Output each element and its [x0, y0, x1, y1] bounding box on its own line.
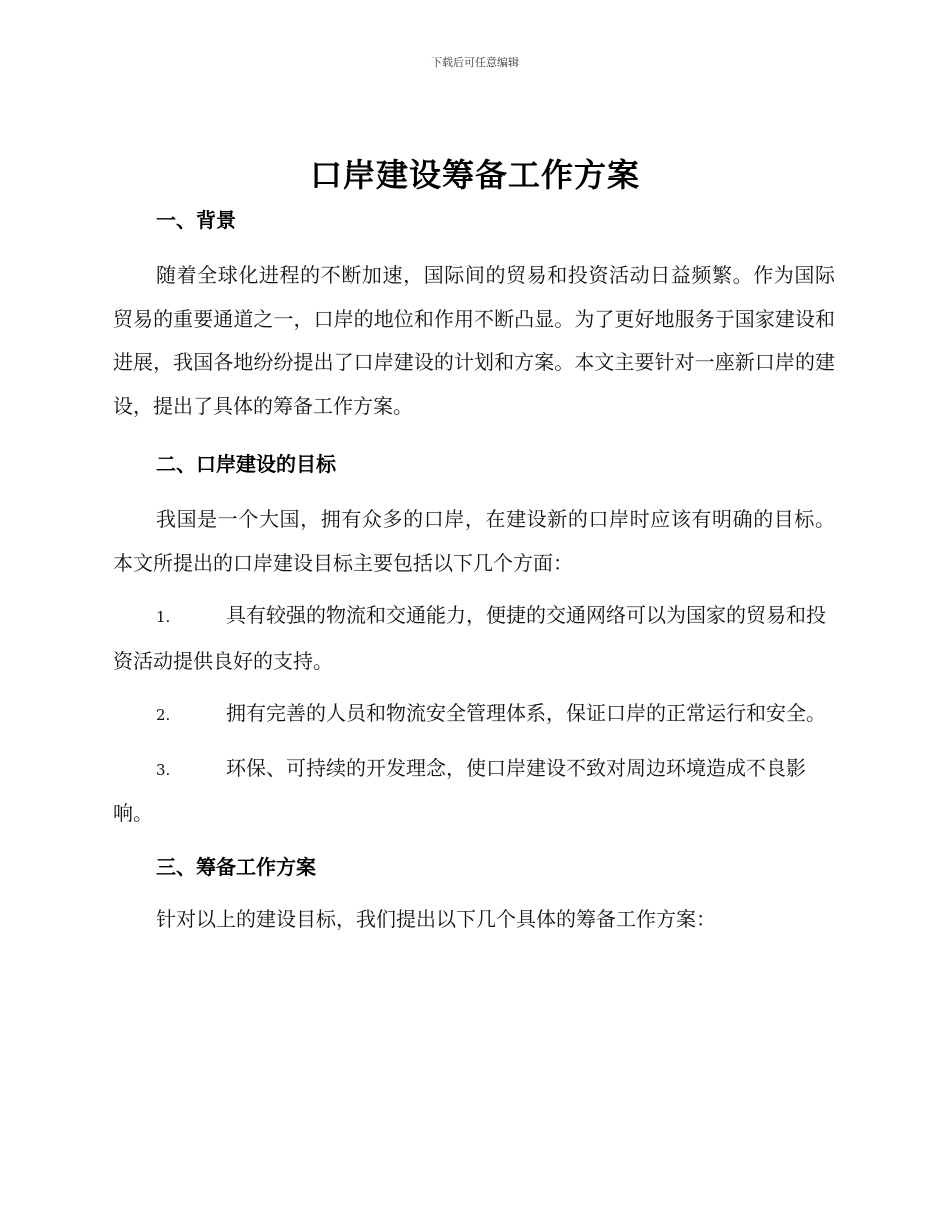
list-item-text: 具有较强的物流和交通能力，便捷的交通网络可以为国家的贸易和投资活动提供良好的支持。	[113, 603, 826, 673]
goal-list-item	[113, 594, 835, 683]
header-note: 下载后可任意编辑	[431, 56, 519, 69]
background-paragraph: 随着全球化进程的不断加速，国际间的贸易和投资活动日益频繁。作为国际贸易的重要通道之一，口岸的地位和作用不断凸显。为了更好地服务于国家建设和进展，我国各地纷纷提出了口岸建设的计划和方案。本文主要针对一座新口岸的建设，提出了具体的筹备工作方案。	[113, 263, 835, 418]
goals-paragraph: 我国是一个大国，拥有众多的口岸，在建设新的口岸时应该有明确的目标。本文所提出的口岸建设目标主要包括以下几个方面：	[113, 507, 835, 575]
list-item-number: 1.	[156, 608, 171, 626]
goal-list-item	[113, 692, 835, 738]
document-title: 口岸建设筹备工作方案	[309, 156, 640, 194]
goal-list-item	[113, 747, 835, 836]
list-item-text: 环保、可持续的开发理念，使口岸建设不致对周边环境造成不良影响。	[113, 755, 806, 825]
section-heading-goals: 二、口岸建设的目标	[156, 452, 336, 476]
plan-paragraph: 针对以上的建设目标，我们提出以下几个具体的筹备工作方案：	[156, 906, 716, 931]
list-item-number: 2.	[156, 706, 171, 724]
section-heading-plan: 三、筹备工作方案	[156, 854, 316, 879]
list-item-number: 3.	[156, 760, 171, 779]
section-heading-background: 一、背景	[156, 208, 236, 232]
document-body	[113, 204, 835, 941]
list-item-text: 拥有完善的人员和物流安全管理体系，保证口岸的正常运行和安全。	[226, 701, 826, 725]
